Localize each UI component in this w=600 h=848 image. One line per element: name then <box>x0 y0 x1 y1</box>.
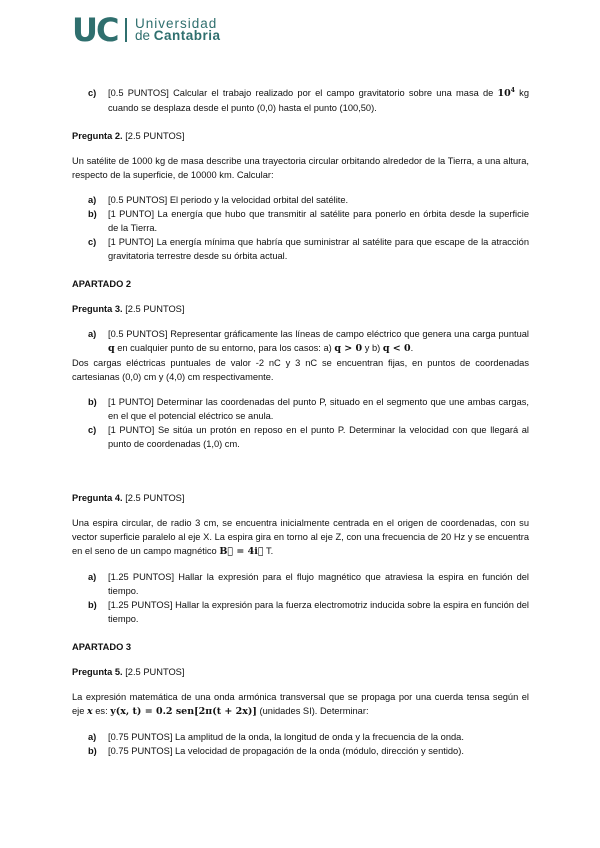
logo-line1: Universidad <box>134 16 218 31</box>
question-3-heading: Pregunta 3. [2.5 PUNTOS] <box>72 304 185 314</box>
logo-divider <box>125 18 127 42</box>
question-4-heading: Pregunta 4. [2.5 PUNTOS] <box>72 493 185 503</box>
question-3-statement: Dos cargas eléctricas puntuales de valor -2 nC y 3 nC se encuentran fijas, en puntos de coordenadas cartesianas (0,0) cm y (4,0) cm respectivamente. <box>72 358 529 382</box>
logo-text <box>135 18 221 42</box>
logo-line2: de Cantabria <box>134 28 221 43</box>
logo-mark: UC <box>72 11 118 49</box>
question-2-statement: Un satélite de 1000 kg de masa describe una trayectoria circular orbitando alrededor de la Tierra, a una altura, respecto de la superficie, de 10000 km. Calcular: <box>72 156 529 180</box>
question-4-statement: Una espira circular, de radio 3 cm, se encuentra inicialmente centrada en el origen de coordenadas, con su vector superficie paralelo al eje X. La espira gira en torno al eje Z, con una frecuencia de 20 Hz y se encuentra en el seno de un campo magnético B⃗ = 4i⃗ T. <box>72 518 529 557</box>
question-2-item-b: b) [1 PUNTO] La energía que hubo que transmitir al satélite para ponerlo en órbita desde la superficie de la Tierra. <box>88 209 529 233</box>
section-heading-3: APARTADO 3 <box>72 642 132 652</box>
question-2-item-a: a) [0.5 PUNTOS] El periodo y la velocidad orbital del satélite. <box>88 195 349 205</box>
question-5-item-b: b) [0.75 PUNTOS] La velocidad de propagación de la onda (módulo, dirección y sentido). <box>88 746 464 756</box>
question-4-item-a: a) [1.25 PUNTOS] Hallar la expresión para el flujo magnético que atraviesa la espira en función del tiempo. <box>88 572 529 596</box>
question-2-item-c: c) [1 PUNTO] La energía mínima que habría que suministrar al satélite para que escape de la atracción gravitatoria terrestre desde su órbita actual. <box>88 237 529 261</box>
question-4-item-b: b) [1.25 PUNTOS] Hallar la expresión para la fuerza electromotriz inducida sobre la espira en función del tiempo. <box>88 600 529 624</box>
question-5-statement: La expresión matemática de una onda armónica transversal que se propaga por una cuerda tensa según el eje x es: y(x, t) = 0.2 sen[2π(t + 2x)] (unidades SI). Determinar: <box>72 692 529 717</box>
intro-item-c: c) [0.5 PUNTOS] Calcular el trabajo realizado por el campo gravitatorio sobre una masa de $10^4$ kg cuando se desplaza desde el punto (0,0) hasta el punto (100,50). <box>88 86 529 113</box>
question-2-heading: Pregunta 2. [2.5 PUNTOS] <box>72 131 185 141</box>
question-5-item-a: a) [0.75 PUNTOS] La amplitud de la onda, la longitud de onda y la frecuencia de la onda. <box>88 732 464 742</box>
exam-content <box>72 86 529 758</box>
question-3-item-c: c) [1 PUNTO] Se sitúa un protón en reposo en el punto P. Determinar la velocidad con que llegará al punto de coordenadas (1,0) cm. <box>88 425 529 449</box>
question-3-item-b: b) [1 PUNTO] Determinar las coordenadas del punto P, situado en el segmento que une ambas cargas, en el que el potencial eléctrico se anula. <box>88 397 529 421</box>
question-5-heading: Pregunta 5. [2.5 PUNTOS] <box>72 667 185 677</box>
university-logo <box>72 11 221 49</box>
section-heading-2: APARTADO 2 <box>72 279 132 289</box>
question-3-item-a: a) [0.5 PUNTOS] Representar gráficamente las líneas de campo eléctrico que genera una carga puntual q en cualquier punto de su entorno, para los casos: a) q > 0 y b) q < 0. <box>88 329 529 354</box>
